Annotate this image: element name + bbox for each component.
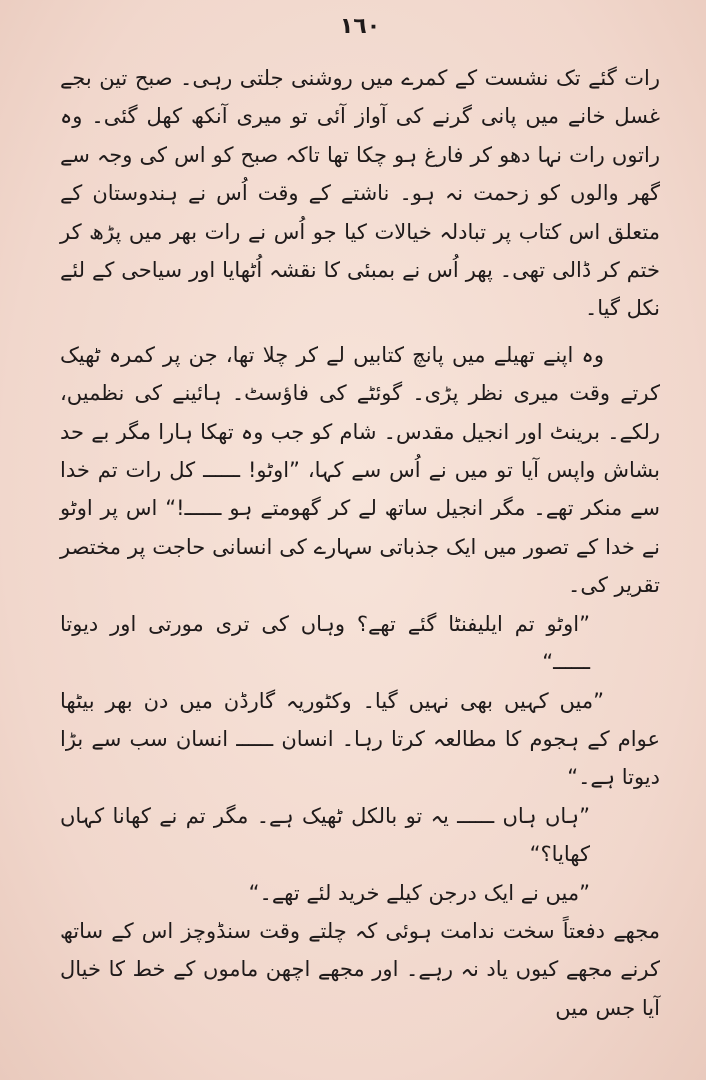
page-number: ١٦٠ [339, 14, 381, 39]
dialogue-line-3: ”ہاں ہاں ــــــ یہ تو بالکل ٹھیک ہے۔ مگر تم نے کھانا کہاں کھایا؟“ [60, 803, 590, 867]
paragraph-1: رات گئے تک نشست کے کمرے میں روشنی جلتی رہی۔ صبح تین بجے غسل خانے میں پانی گرنے کی آواز آئی تو میری آنکھ کھل گئی۔ وہ راتوں رات نہا دھو کر فارغ ہو چکا تھا تاکہ صبح کو اس کی وجہ سے گھر والوں کو زحمت نہ ہو۔ ناشتے کے وقت اُس نے ہندوستان کے متعلق اس کتاب پر تبادلہ خیالات کیا جو اُس نے رات بھر میں پڑھ کر ختم کر ڈالی تھی۔ پھر اُس نے بمبئی کا نقشہ اُٹھایا اور سیاحی کے لئے نکل گیا۔ [60, 66, 660, 321]
paragraph-2: وہ اپنے تھیلے میں پانچ کتابیں لے کر چلا تھا، جن پر کمرہ ٹھیک کرتے وقت میری نظر پڑی۔ گوئٹے کی فاؤسٹ۔ ہائینے کی نظمیں، رلکے۔ برینٹ اور انجیل مقدس۔ شام کو جب وہ تھکا ہارا مگر بے حد بشاش واپس آیا تو میں نے اُس سے کہا، ”اوٹو! ــــــ کل رات تم خدا سے منکر تھے۔ مگر انجیل ساتھ لے کر گھومتے ہو ــــــ!“ اس پر اوٹو نے خدا کے تصور میں ایک جذباتی سہارے کی انسانی حاجت پر مختصر تقریر کی۔ [60, 342, 660, 598]
dialogue-line-4: ”میں نے ایک درجن کیلے خرید لئے تھے۔“ [248, 880, 590, 905]
paragraph-3: مجھے دفعتاً سخت ندامت ہوئی کہ چلتے وقت سنڈوچز اس کے ساتھ کرنے مجھے کیوں یاد نہ رہے۔ اور مجھے اچھن ماموں کے خط کا خیال آیا جس میں [60, 918, 660, 1020]
dialogue-line-2: ”میں کہیں بھی نہیں گیا۔ وکٹوریہ گارڈن میں دن بھر بیٹھا عوام کے ہجوم کا مطالعہ کرتا رہا۔ انسان ــــــ انسان سب سے بڑا دیوتا ہے۔“ [60, 688, 660, 790]
paragraph-gap [60, 328, 660, 336]
dialogue-line-1: ”اوٹو تم ایلیفنٹا گئے تھے؟ وہاں کی تری مورتی اور دیوتا ــــــ“ [60, 611, 590, 675]
